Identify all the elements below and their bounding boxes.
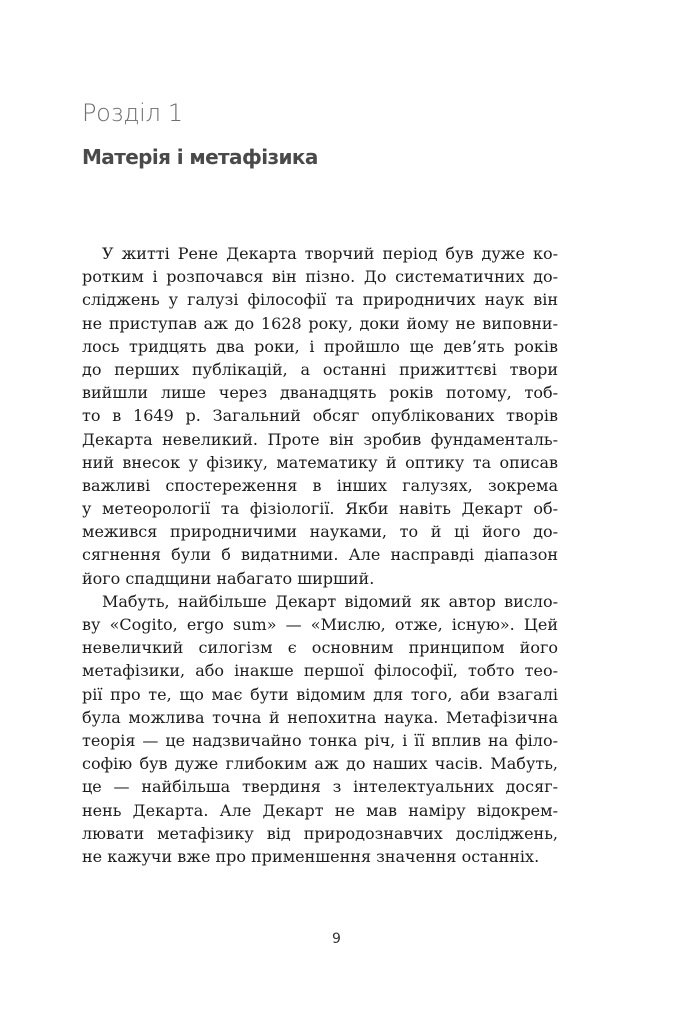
text-line: межився природничими науками, то й ці його до- [82, 522, 558, 542]
text-line: рії про те, що має бути відомим для того, аби взагалі [82, 684, 558, 704]
text-line: Декарта невеликий. Проте він зробив фундаменталь- [82, 429, 558, 449]
text-line: не приступав аж до 1628 року, доки йому не виповни- [82, 313, 558, 333]
text-line: ву «Cogito, ergo sum» — «Мислю, отже, існую». Цей [82, 615, 558, 634]
text-line: до перших публікацій, а останні прижиттєві твори [82, 359, 558, 379]
text-line: у метеорології та фізіології. Якби навіть Декарт об- [82, 499, 558, 519]
paragraph-1 [82, 242, 558, 590]
paragraph-2 [82, 590, 558, 868]
text-line: важливі спостереження в інших галузях, зокрема [82, 475, 558, 495]
text-line: ротким і розпочався він пізно. До систематичних до- [82, 267, 558, 287]
text-line: нень Декарта. Але Декарт не мав наміру відокрем- [82, 800, 558, 820]
text-line: сліджень у галузі філософії та природничих наук він [82, 290, 558, 310]
page-number: 9 [332, 931, 341, 947]
text-line: його спадщини набагато ширший. [82, 568, 375, 588]
text-line: метафізики, або інакше першої філософії, тобто тео- [82, 661, 558, 681]
text-line: лювати метафізику від природознавчих досліджень, [82, 823, 558, 843]
text-line: софію був дуже глибоким аж до наших часів. Мабуть, [82, 754, 558, 774]
text-line: це — найбільша твердиня з інтелектуальних досяг- [82, 777, 558, 797]
text-line: невеличкий силогізм є основним принципом його [82, 638, 558, 658]
text-line: Мабуть, найбільше Декарт відомий як автор висло- [102, 591, 558, 611]
text-line: то в 1649 р. Загальний обсяг опублікованих творів [82, 406, 558, 426]
text-line: ний внесок у фізику, математику й оптику та описав [82, 452, 558, 472]
text-line: не кажучи вже про применшення значення останніх. [82, 846, 540, 866]
chapter-label: Розділ 1 [82, 99, 183, 127]
text-line: сягнення були б видатними. Але насправді діапазон [82, 545, 558, 565]
body-text [82, 242, 558, 868]
text-line: теорія — це надзвичайно тонка річ, і її вплив на філо- [82, 730, 558, 750]
text-line: У житті Рене Декарта творчий період був дуже ко- [102, 244, 558, 263]
text-line: вийшли лише через дванадцять років потому, тоб- [82, 383, 558, 403]
text-line: лось тридцять два роки, і пройшло ще дев’ять років [82, 336, 558, 356]
text-line: була можлива точна й непохитна наука. Метафізична [82, 707, 558, 727]
chapter-title: Матерія і метафізика [82, 145, 318, 169]
